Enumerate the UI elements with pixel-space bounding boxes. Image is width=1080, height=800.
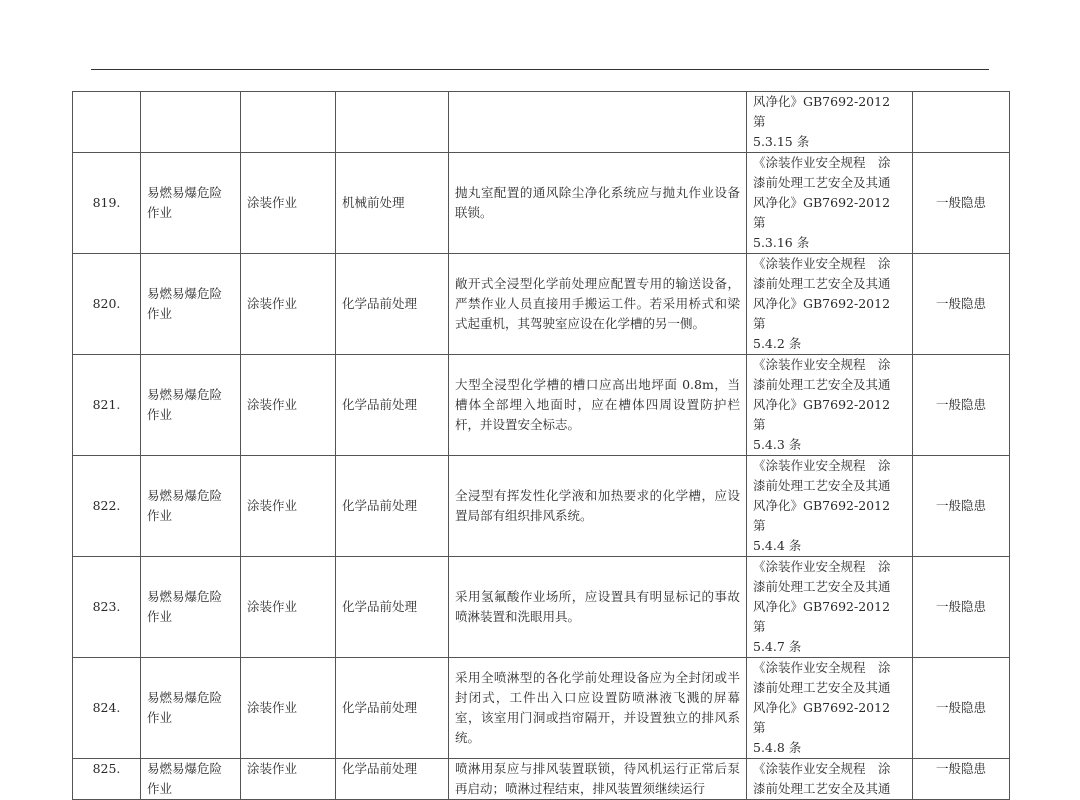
process-cell: 化学品前处理 [336, 456, 449, 557]
table-row [73, 557, 1010, 658]
requirement-cell: 采用全喷淋型的各化学前处理设备应为全封闭或半封闭式，工件出入口应设置防喷淋液飞溅的屏幕室，该室用门洞或挡帘隔开，并设置独立的排风系统。 [449, 658, 747, 759]
basis-cell: 《涂装作业安全规程 涂 漆前处理工艺安全及其通 风净化》GB7692-2012 第 5.4.2 条 [747, 254, 913, 355]
basis-cell: 《涂装作业安全规程 涂 漆前处理工艺安全及其通 [747, 759, 913, 800]
row-number: 824. [73, 658, 141, 759]
table-row [73, 355, 1010, 456]
requirement-cell [449, 92, 747, 153]
process-cell: 机械前处理 [336, 153, 449, 254]
process-cell: 化学品前处理 [336, 759, 449, 800]
level-cell: 一般隐患 [913, 658, 1010, 759]
row-number: 825. [73, 759, 141, 800]
level-cell: 一般隐患 [913, 759, 1010, 800]
category-cell: 易燃易爆危险 作业 [141, 658, 241, 759]
table-row [73, 254, 1010, 355]
table-row [73, 456, 1010, 557]
process-cell: 化学品前处理 [336, 557, 449, 658]
table-row [73, 92, 1010, 153]
requirement-cell: 大型全浸型化学槽的槽口应高出地坪面 0.8m，当槽体全部埋入地面时，应在槽体四周设置防护栏杆，并设置安全标志。 [449, 355, 747, 456]
category-cell: 易燃易爆危险 作业 [141, 557, 241, 658]
job-cell: 涂装作业 [241, 557, 336, 658]
requirement-cell: 喷淋用泵应与排风装置联锁，待风机运行正常后泵再启动；喷淋过程结束，排风装置须继续运行 [449, 759, 747, 800]
job-cell: 涂装作业 [241, 658, 336, 759]
basis-cell: 《涂装作业安全规程 涂 漆前处理工艺安全及其通 风净化》GB7692-2012 第 5.4.4 条 [747, 456, 913, 557]
category-cell: 易燃易爆危险 作业 [141, 153, 241, 254]
job-cell: 涂装作业 [241, 355, 336, 456]
hazard-table [72, 91, 1010, 800]
table-row [73, 759, 1010, 800]
row-number: 820. [73, 254, 141, 355]
level-cell: 一般隐患 [913, 456, 1010, 557]
category-cell: 易燃易爆危险 作业 [141, 456, 241, 557]
row-number [73, 92, 141, 153]
requirement-cell: 抛丸室配置的通风除尘净化系统应与抛丸作业设备联锁。 [449, 153, 747, 254]
basis-cell: 《涂装作业安全规程 涂 漆前处理工艺安全及其通 风净化》GB7692-2012 第 5.3.16 条 [747, 153, 913, 254]
level-cell: 一般隐患 [913, 557, 1010, 658]
basis-cell: 风净化》GB7692-2012 第 5.3.15 条 [747, 92, 913, 153]
basis-cell: 《涂装作业安全规程 涂 漆前处理工艺安全及其通 风净化》GB7692-2012 第 5.4.8 条 [747, 658, 913, 759]
category-cell [141, 92, 241, 153]
table-row [73, 153, 1010, 254]
basis-cell: 《涂装作业安全规程 涂 漆前处理工艺安全及其通 风净化》GB7692-2012 第 5.4.7 条 [747, 557, 913, 658]
level-cell: 一般隐患 [913, 254, 1010, 355]
header-rule [91, 69, 989, 70]
process-cell: 化学品前处理 [336, 355, 449, 456]
requirement-cell: 全浸型有挥发性化学液和加热要求的化学槽，应设置局部有组织排风系统。 [449, 456, 747, 557]
level-cell [913, 92, 1010, 153]
process-cell [336, 92, 449, 153]
basis-cell: 《涂装作业安全规程 涂 漆前处理工艺安全及其通 风净化》GB7692-2012 第 5.4.3 条 [747, 355, 913, 456]
job-cell [241, 92, 336, 153]
requirement-cell: 采用氢氟酸作业场所，应设置具有明显标记的事故喷淋装置和洗眼用具。 [449, 557, 747, 658]
row-number: 823. [73, 557, 141, 658]
job-cell: 涂装作业 [241, 153, 336, 254]
level-cell: 一般隐患 [913, 153, 1010, 254]
table-row [73, 658, 1010, 759]
job-cell: 涂装作业 [241, 254, 336, 355]
category-cell: 易燃易爆危险 作业 [141, 759, 241, 800]
job-cell: 涂装作业 [241, 456, 336, 557]
row-number: 821. [73, 355, 141, 456]
process-cell: 化学品前处理 [336, 254, 449, 355]
category-cell: 易燃易爆危险 作业 [141, 355, 241, 456]
requirement-cell: 敞开式全浸型化学前处理应配置专用的输送设备，严禁作业人员直接用手搬运工件。若采用桥式和梁式起重机，其驾驶室应设在化学槽的另一侧。 [449, 254, 747, 355]
row-number: 822. [73, 456, 141, 557]
level-cell: 一般隐患 [913, 355, 1010, 456]
category-cell: 易燃易爆危险 作业 [141, 254, 241, 355]
job-cell: 涂装作业 [241, 759, 336, 800]
row-number: 819. [73, 153, 141, 254]
process-cell: 化学品前处理 [336, 658, 449, 759]
